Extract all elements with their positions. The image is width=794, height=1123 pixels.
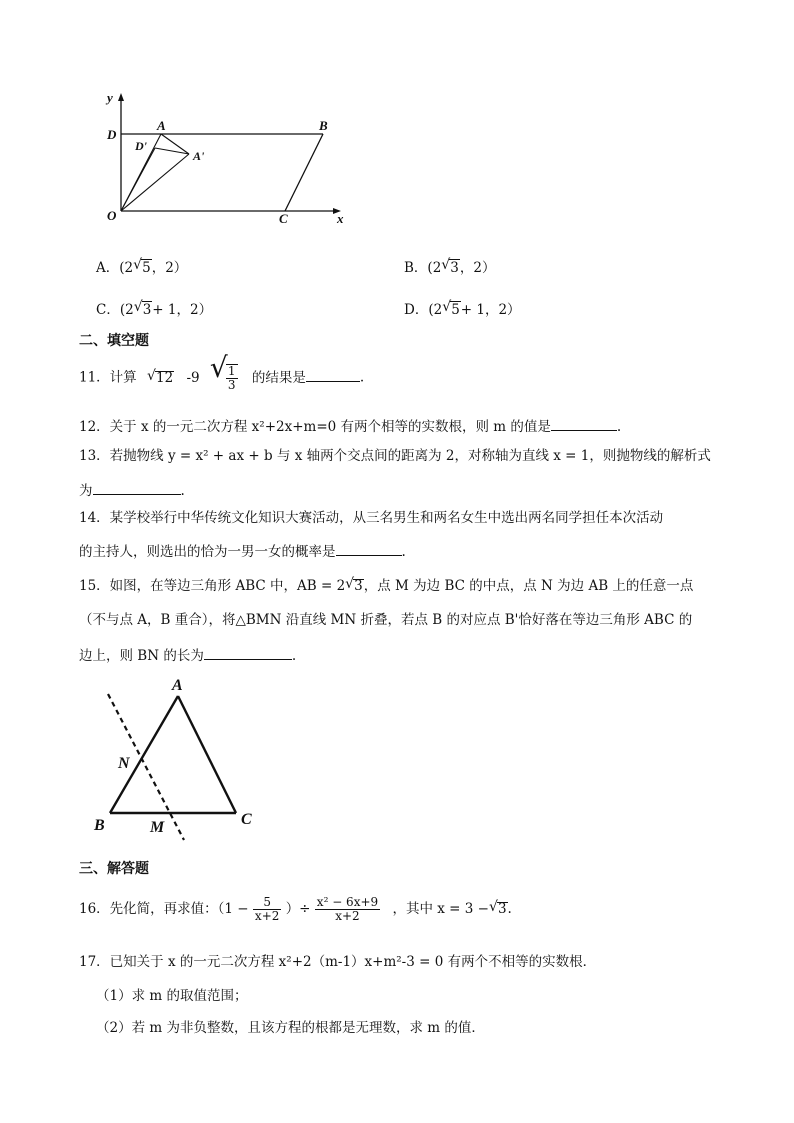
radical: √ 5 [133,257,151,276]
answer-blank-15[interactable] [204,647,292,660]
question-11: 11．计算 √ 12 -9 √ $\frac{1}{3}$ 的结果是 . [79,351,365,393]
segment-bc [285,134,323,211]
label-a: A [172,677,183,694]
figure-triangle [88,672,268,842]
option-a[interactable] [96,256,187,276]
question-15-line-3: 边上，则 BN 的长为 . [79,648,297,664]
option-d[interactable] [404,298,521,318]
label-b: B [94,817,105,834]
question-17-sub-2: （2）若 m 为非负整数，且该方程的根都是无理数，求 m 的值． [96,1020,485,1036]
question-14-line-1: 14．某学校举行中华传统文化知识大赛活动，从三名男生和两名女生中选出两名同学担任本次活动 [79,510,664,526]
label-y: y [107,90,113,105]
question-14-line-2: 的主持人，则选出的恰为一男一女的概率是 . [79,544,406,560]
radical: √ 3 [133,299,152,318]
answer-blank-11[interactable] [306,369,360,382]
label-x: x [337,211,344,226]
option-text: + 1，2） [152,302,213,318]
option-text: (2 [119,260,134,276]
fraction-2: $\frac{\text{x² − 6x+9}}{x+2}$ [316,895,379,924]
option-letter: D． [404,302,429,318]
y-axis-arrow [118,93,124,101]
segment-ac [178,696,236,813]
option-text: (2 [427,260,442,276]
figure-parallelogram [95,88,365,228]
option-text: + 1，2） [460,302,521,318]
question-15-line-2: （不与点 A，B 重合），将△BMN 沿直线 MN 折叠，若点 B 的对应点 B'恰好落在等边三角形 ABC 的 [79,612,693,628]
label-a: A [157,118,166,133]
label-o: O [107,208,117,223]
label-b: B [319,118,328,133]
radical: √ 3 [488,899,507,918]
option-letter: B． [404,260,428,276]
label-n: N [118,755,130,772]
fraction-1: $\frac{5}{x+2}$ [254,895,280,924]
question-16: 16．先化简，再求值：（1 − $\frac{5}{x+2}$ ）÷ $\frac{\text{x² − 6x+9}}{x+2}$ ，其中 x = 3 − √ 3. [79,895,512,924]
label-c: C [241,811,252,828]
option-c[interactable] [96,298,212,318]
question-13-line-1: 13．若抛物线 y = x² + ax + b 与 x 轴两个交点间的距离为 2，对称轴为直线 x = 1，则抛物线的解析式 [79,448,711,464]
radical-fraction: √ $\frac{1}{3}$ [209,351,236,393]
option-b[interactable] [404,256,495,276]
answer-blank-12[interactable] [551,418,617,431]
section-heading-solve: 三、解答题 [79,861,149,877]
question-15-line-1: 15．如图，在等边三角形 ABC 中，AB = 2 √ 3，点 M 为边 BC 的中点，点 N 为边 AB 上的任意一点 [79,576,694,594]
answer-blank-14[interactable] [336,543,402,556]
radical: √ 5 [442,299,460,318]
option-text: ，2） [151,260,188,276]
label-d-prime: D' [135,139,147,153]
option-letter: C． [96,302,120,318]
answer-blank-13[interactable] [93,482,181,495]
label-m: M [150,819,165,836]
option-text: (2 [119,302,134,318]
label-c: C [279,211,288,226]
section-heading-fill-blank: 二、填空题 [79,333,149,349]
question-17-line-1: 17．已知关于 x 的一元二次方程 x²+2（m-1）x+m²-3 = 0 有两个不相等的实数根． [79,954,597,970]
radical: √ 3 [441,257,459,276]
option-text: ，2） [459,260,496,276]
question-13-line-2: 为 . [79,483,185,499]
segment-od-prime [121,148,155,211]
radical: √ 3 [345,576,363,594]
option-text: (2 [428,302,443,318]
question-17-sub-1: （1）求 m 的取值范围； [96,988,248,1004]
option-letter: A． [96,260,120,276]
radical: √ 12 [146,367,174,386]
question-12: 12．关于 x 的一元二次方程 x²+2x+m=0 有两个相等的实数根，则 m 的值是 . [79,419,622,435]
label-a-prime: A' [193,149,205,163]
label-d: D [107,127,117,142]
segment-oa-prime [121,154,189,211]
